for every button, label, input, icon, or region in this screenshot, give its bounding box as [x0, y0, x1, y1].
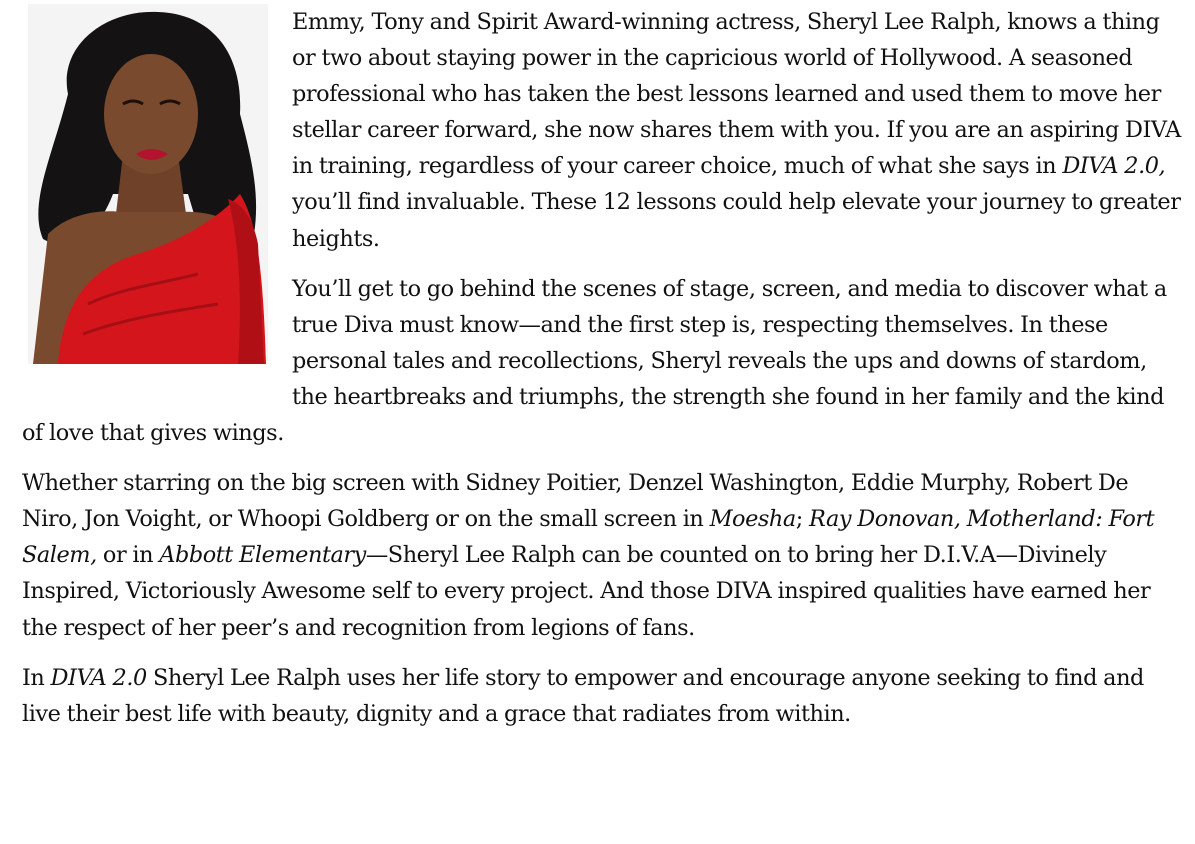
paragraph-4 [22, 660, 1182, 732]
paragraph-3-text-b: ; [795, 506, 810, 533]
book-title-diva-2: DIVA 2.0 [50, 664, 147, 691]
portrait-spacer [22, 4, 292, 384]
book-title-diva: DIVA 2.0, [1062, 153, 1166, 180]
paragraph-3 [22, 465, 1182, 645]
paragraph-3-text-d: —Sheryl Lee Ralph can be counted on to bring her D.I.V.A—Divinely Inspired, Victoriously Awesome self to every project. And those DIVA inspired qualities have earned her the respect of her peer’s and recognition from legions of fans. [22, 542, 1151, 641]
show-titles-ray-donovan: Ray Donovan, Motherland: Fort Salem, [22, 506, 1155, 569]
paragraph-1-end: you’ll find invaluable. These 12 lessons could help elevate your journey to greater heights. [292, 189, 1181, 252]
paragraph-4-text-a: In [22, 664, 51, 691]
paragraph-3-text-a: Whether starring on the big screen with Sidney Poitier, Denzel Washington, Eddie Murphy, Robert De Niro, Jon Voight, or Whoopi Goldberg or on the small screen in [22, 470, 1129, 533]
paragraph-2: You’ll get to go behind the scenes of stage, screen, and media to discover what a true Diva must know—and the first step is, respecting themselves. In these personal tales and recollections, Sheryl reveals the ups and downs of stardom, the heartbreaks and triumphs, the strength she found in her family and the kind of love that gives wings. [22, 275, 1167, 447]
show-title-abbott: Abbott Elementary [159, 542, 366, 569]
paragraph-4-text-b: Sheryl Lee Ralph uses her life story to empower and encourage anyone seeking to find and live their best life with beauty, dignity and a grace that radiates from within. [22, 664, 1144, 727]
paragraph-3-text-c: or in [96, 542, 160, 569]
bio-text [22, 4, 1182, 746]
show-title-moesha: Moesha [709, 506, 796, 533]
paragraph-1-text: Emmy, Tony and Spirit Award-winning actress, Sheryl Lee Ralph, knows a thing or two about staying power in the capricious world of Hollywood. A seasoned professional who has taken the best lessons learned and used them to move her stellar career forward, she now shares them with you. If you are an aspiring DIVA in training, regardless of your career choice, much of what she says in [292, 9, 1181, 180]
